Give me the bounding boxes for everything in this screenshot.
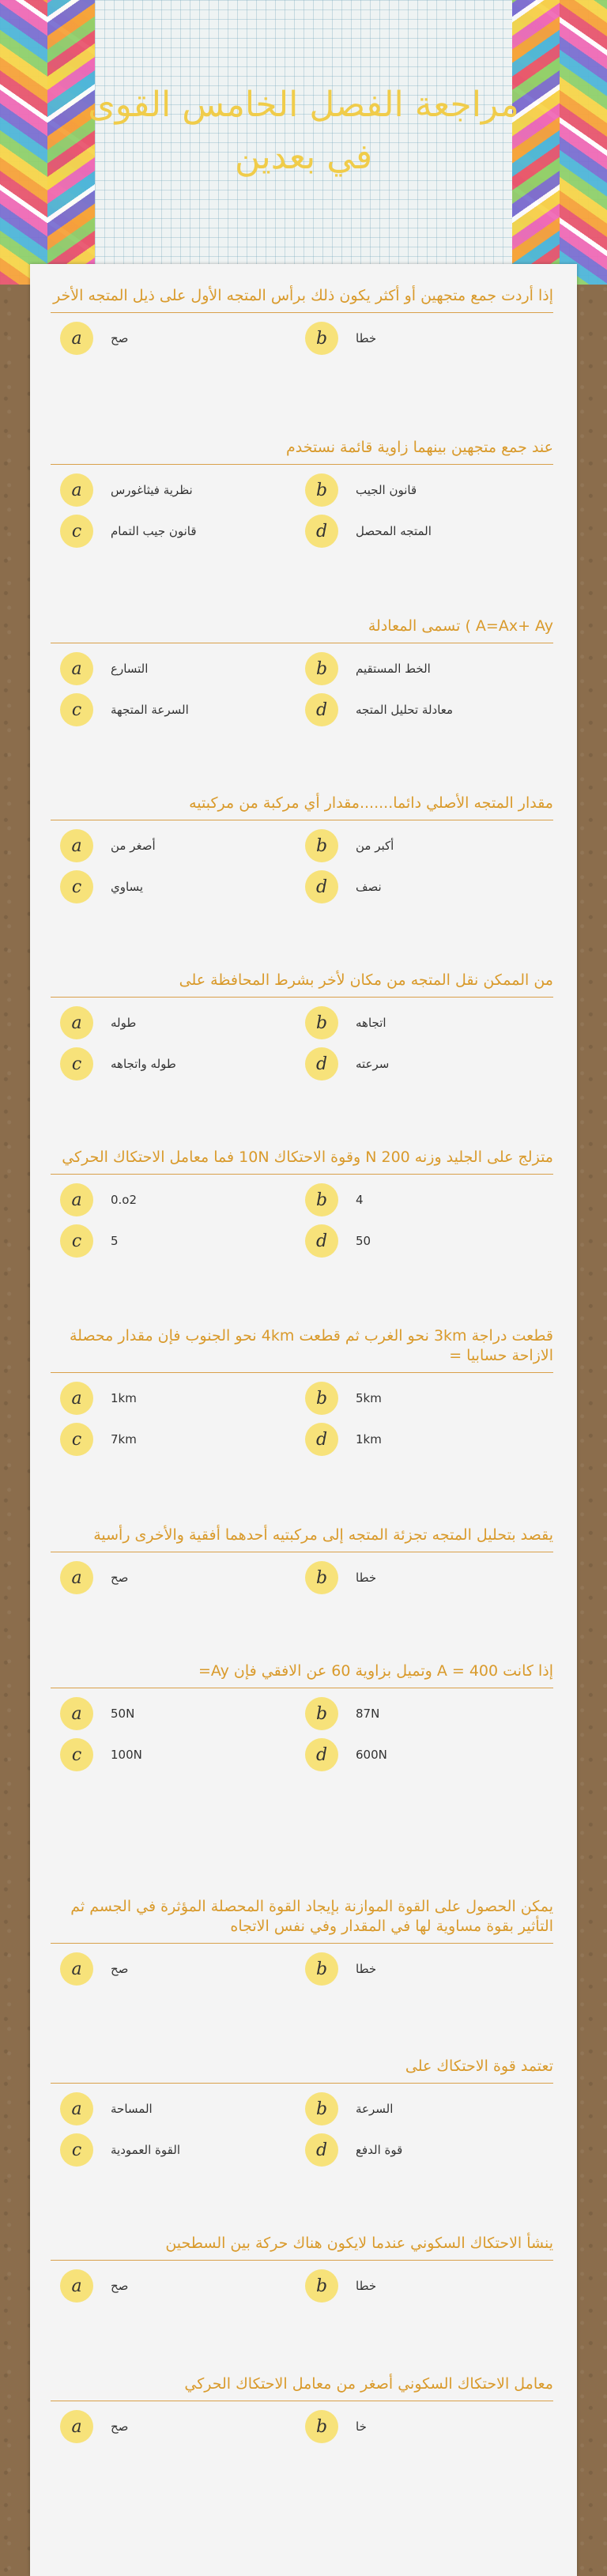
option-letter-badge: c bbox=[60, 1738, 93, 1771]
question-text: يقصد بتحليل المتجه تجزئة المتجه إلى مركبتيه أحدهما أفقية والأخرى رأسية bbox=[51, 1526, 553, 1552]
option-letter-badge: c bbox=[60, 1423, 93, 1456]
option-label: طوله bbox=[111, 1016, 137, 1030]
answer-options bbox=[51, 651, 553, 734]
option-letter-badge: a bbox=[60, 1382, 93, 1415]
option-label: صح bbox=[111, 331, 129, 345]
question-text: عند جمع متجهين بينهما زاوية قائمة نستخدم bbox=[51, 438, 553, 465]
answer-option-b[interactable] bbox=[305, 1005, 386, 1040]
question-12 bbox=[51, 2234, 553, 2310]
answer-option-b[interactable] bbox=[305, 2409, 367, 2444]
question-text: يمكن الحصول على القوة الموازنة بإيجاد القوة المحصلة المؤثرة في الجسم ثم التأثير بقوة مساوية لها في المقدار وفي نفس الاتجاه bbox=[51, 1897, 553, 1944]
answer-option-b[interactable] bbox=[305, 1696, 379, 1731]
option-letter-badge: b bbox=[305, 1382, 338, 1415]
answer-option-c[interactable] bbox=[60, 1422, 137, 1457]
question-13 bbox=[51, 2374, 553, 2450]
option-letter-badge: d bbox=[305, 870, 338, 903]
option-letter-badge: a bbox=[60, 1697, 93, 1730]
question-9 bbox=[51, 1661, 553, 1778]
option-label: 50N bbox=[111, 1707, 135, 1721]
answer-option-a[interactable] bbox=[60, 1182, 137, 1217]
answer-option-c[interactable] bbox=[60, 1047, 176, 1081]
option-letter-badge: a bbox=[60, 1561, 93, 1594]
question-2 bbox=[51, 438, 553, 555]
answer-option-a[interactable] bbox=[60, 2409, 128, 2444]
answer-option-a[interactable] bbox=[60, 473, 193, 507]
option-letter-badge: d bbox=[305, 1738, 338, 1771]
question-text: إذا أردت جمع متجهين أو أكثر يكون ذلك برأس المتجه الأول على ذيل المتجه الأخر bbox=[51, 286, 553, 313]
option-label: التسارع bbox=[111, 662, 149, 676]
option-label: قانون الجيب bbox=[356, 483, 417, 497]
answer-options bbox=[51, 473, 553, 555]
answer-option-a[interactable] bbox=[60, 1696, 134, 1731]
answer-options bbox=[51, 2091, 553, 2174]
option-label: 1km bbox=[111, 1391, 137, 1405]
option-letter-badge: d bbox=[305, 515, 338, 548]
option-letter-badge: c bbox=[60, 693, 93, 726]
option-label: خطا bbox=[356, 331, 377, 345]
option-label: السرعة bbox=[356, 2102, 394, 2116]
option-letter-badge: a bbox=[60, 2410, 93, 2443]
option-letter-badge: a bbox=[60, 2092, 93, 2125]
answer-option-a[interactable] bbox=[60, 2091, 153, 2126]
answer-option-a[interactable] bbox=[60, 321, 128, 356]
option-label: يساوي bbox=[111, 880, 144, 894]
option-letter-badge: d bbox=[305, 1047, 338, 1081]
option-letter-badge: b bbox=[305, 1561, 338, 1594]
answer-option-c[interactable] bbox=[60, 1737, 142, 1772]
option-label: 4 bbox=[356, 1193, 364, 1207]
question-text: A=Ax+ Ay ) تسمى المعادلة bbox=[51, 617, 553, 643]
option-label: المتجه المحصل bbox=[356, 524, 432, 538]
option-letter-badge: a bbox=[60, 322, 93, 355]
option-label: صح bbox=[111, 2279, 129, 2293]
answer-option-b[interactable] bbox=[305, 2269, 376, 2303]
option-letter-badge: b bbox=[305, 1183, 338, 1216]
option-letter-badge: c bbox=[60, 1047, 93, 1081]
answer-option-d[interactable] bbox=[305, 1047, 389, 1081]
option-label: نظرية فيثاغورس bbox=[111, 483, 193, 497]
answer-option-a[interactable] bbox=[60, 1952, 128, 1986]
question-text: متزلج على الجليد وزنه 200 N وقوة الاحتكاك 10N فما معامل الاحتكاك الحركي bbox=[51, 1148, 553, 1175]
answer-option-d[interactable] bbox=[305, 2133, 402, 2167]
question-text: ينشأ الاحتكاك السكوني عندما لايكون هناك حركة بين السطحين bbox=[51, 2234, 553, 2261]
option-label: خا bbox=[356, 2419, 367, 2434]
option-letter-badge: a bbox=[60, 2269, 93, 2303]
answer-option-c[interactable] bbox=[60, 692, 189, 727]
answer-option-d[interactable] bbox=[305, 692, 453, 727]
question-text: قطعت دراجة 3km نحو الغرب ثم قطعت 4km نحو الجنوب فإن مقدار محصلة الازاحة حسابيا = bbox=[51, 1326, 553, 1373]
option-label: 87N bbox=[356, 1707, 380, 1721]
question-4 bbox=[51, 794, 553, 911]
question-text: من الممكن نقل المتجه من مكان لأخر بشرط المحافظة على bbox=[51, 971, 553, 998]
option-label: خطا bbox=[356, 2279, 377, 2293]
option-label: اتجاهه bbox=[356, 1016, 386, 1030]
option-label: قانون جيب التمام bbox=[111, 524, 197, 538]
answer-option-b[interactable] bbox=[305, 828, 394, 863]
option-label: المساحة bbox=[111, 2102, 153, 2116]
option-label: 0.o2 bbox=[111, 1193, 138, 1207]
option-label: طوله واتجاهه bbox=[111, 1057, 176, 1071]
option-label: 5 bbox=[111, 1234, 119, 1248]
option-label: 50 bbox=[356, 1234, 371, 1248]
answer-option-b[interactable] bbox=[305, 1560, 376, 1595]
option-letter-badge: b bbox=[305, 652, 338, 685]
answer-option-c[interactable] bbox=[60, 1224, 119, 1258]
question-8 bbox=[51, 1526, 553, 1601]
answer-options bbox=[51, 1952, 553, 1993]
option-label: نصف bbox=[356, 880, 382, 894]
option-label: صح bbox=[111, 1962, 129, 1976]
option-letter-badge: d bbox=[305, 1423, 338, 1456]
option-letter-badge: c bbox=[60, 2133, 93, 2167]
question-7 bbox=[51, 1326, 553, 1463]
answer-option-b[interactable] bbox=[305, 321, 376, 356]
answer-options bbox=[51, 828, 553, 911]
option-label: 7km bbox=[111, 1432, 137, 1446]
question-text: مقدار المتجه الأصلي دائما.......مقدار أي مركبة من مركبتيه bbox=[51, 794, 553, 820]
question-6 bbox=[51, 1148, 553, 1265]
answer-option-d[interactable] bbox=[305, 514, 432, 549]
option-label: الخط المستقيم bbox=[356, 662, 431, 676]
answer-option-c[interactable] bbox=[60, 514, 197, 549]
option-letter-badge: b bbox=[305, 1952, 338, 1986]
option-label: أصغر من bbox=[111, 839, 156, 853]
option-letter-badge: d bbox=[305, 2133, 338, 2167]
header-banner bbox=[0, 0, 607, 285]
option-label: صح bbox=[111, 1571, 129, 1585]
question-text: معامل الاحتكاك السكوني أصغر من معامل الاحتكاك الحركي bbox=[51, 2374, 553, 2401]
option-letter-badge: a bbox=[60, 829, 93, 862]
question-3 bbox=[51, 617, 553, 734]
option-letter-badge: a bbox=[60, 1952, 93, 1986]
answer-option-a[interactable] bbox=[60, 2269, 128, 2303]
question-5 bbox=[51, 971, 553, 1088]
option-label: خطا bbox=[356, 1571, 377, 1585]
answer-options bbox=[51, 321, 553, 362]
option-label: خطا bbox=[356, 1962, 377, 1976]
answer-options bbox=[51, 1182, 553, 1265]
option-letter-badge: a bbox=[60, 1183, 93, 1216]
option-letter-badge: b bbox=[305, 2092, 338, 2125]
option-letter-badge: b bbox=[305, 1697, 338, 1730]
option-label: 100N bbox=[111, 1748, 142, 1762]
answer-option-b[interactable] bbox=[305, 1952, 376, 1986]
option-letter-badge: d bbox=[305, 1224, 338, 1258]
option-letter-badge: c bbox=[60, 1224, 93, 1258]
answer-option-a[interactable] bbox=[60, 1005, 136, 1040]
answer-option-b[interactable] bbox=[305, 1381, 382, 1416]
answer-options bbox=[51, 2409, 553, 2450]
option-letter-badge: b bbox=[305, 829, 338, 862]
question-11 bbox=[51, 2057, 553, 2174]
answer-option-d[interactable] bbox=[305, 1737, 387, 1772]
option-letter-badge: b bbox=[305, 2269, 338, 2303]
option-label: 5km bbox=[356, 1391, 382, 1405]
page-title: مراجعة الفصل الخامس القوى في بعدين bbox=[88, 85, 519, 177]
answer-option-b[interactable] bbox=[305, 2091, 393, 2126]
answer-options bbox=[51, 1696, 553, 1778]
option-label: 600N bbox=[356, 1748, 387, 1762]
answer-option-d[interactable] bbox=[305, 1422, 382, 1457]
answer-option-b[interactable] bbox=[305, 473, 417, 507]
option-letter-badge: a bbox=[60, 1006, 93, 1039]
answer-option-a[interactable] bbox=[60, 1560, 128, 1595]
option-letter-badge: c bbox=[60, 515, 93, 548]
answer-option-a[interactable] bbox=[60, 651, 148, 686]
question-1 bbox=[51, 286, 553, 362]
option-label: سرعته bbox=[356, 1057, 390, 1071]
answer-option-a[interactable] bbox=[60, 1381, 137, 1416]
option-label: 1km bbox=[356, 1432, 382, 1446]
option-label: السرعة المتجهة bbox=[111, 703, 189, 717]
answer-options bbox=[51, 1560, 553, 1601]
question-text: تعتمد قوة الاحتكاك على bbox=[51, 2057, 553, 2084]
option-letter-badge: b bbox=[305, 1006, 338, 1039]
option-letter-badge: a bbox=[60, 652, 93, 685]
answer-option-c[interactable] bbox=[60, 2133, 180, 2167]
answer-options bbox=[51, 1005, 553, 1088]
option-letter-badge: b bbox=[305, 2410, 338, 2443]
answer-option-b[interactable] bbox=[305, 651, 431, 686]
option-label: صح bbox=[111, 2419, 129, 2434]
option-letter-badge: a bbox=[60, 473, 93, 507]
option-label: قوة الدفع bbox=[356, 2143, 403, 2157]
answer-option-a[interactable] bbox=[60, 828, 156, 863]
option-label: أكبر من bbox=[356, 839, 394, 853]
option-label: القوة العمودية bbox=[111, 2143, 180, 2157]
option-letter-badge: b bbox=[305, 473, 338, 507]
option-label: معادلة تحليل المتجه bbox=[356, 703, 454, 717]
question-text: إذا كانت A = 400 وتميل بزاوية 60 عن الافقي فإن Ay= bbox=[51, 1661, 553, 1688]
option-letter-badge: d bbox=[305, 693, 338, 726]
answer-option-d[interactable] bbox=[305, 1224, 371, 1258]
answer-option-d[interactable] bbox=[305, 869, 382, 904]
answer-options bbox=[51, 2269, 553, 2310]
question-10 bbox=[51, 1897, 553, 1993]
option-letter-badge: b bbox=[305, 322, 338, 355]
answer-option-b[interactable] bbox=[305, 1182, 364, 1217]
option-letter-badge: c bbox=[60, 870, 93, 903]
answer-option-c[interactable] bbox=[60, 869, 143, 904]
answer-options bbox=[51, 1381, 553, 1463]
